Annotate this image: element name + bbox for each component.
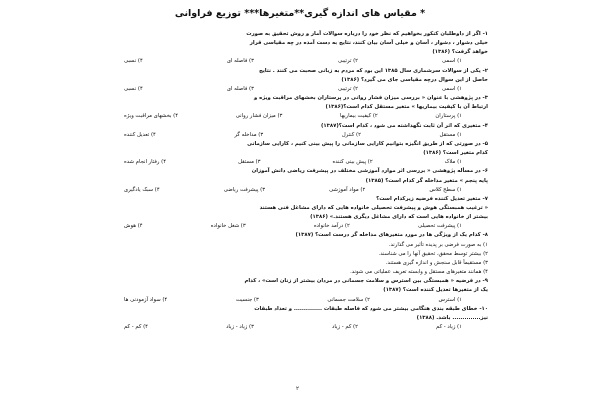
options-row xyxy=(106,296,488,305)
answer-option: ۳) مستقل xyxy=(238,159,261,166)
options-row xyxy=(106,112,488,121)
question-text: ۲- یکی از سوالات سرشماری سال ۱۳۸۵ این بود که مردم به زبانی صحبت می کنند . نتایج xyxy=(259,67,488,74)
question-text: نیز.............. باشد. (۱۳۸۸) xyxy=(416,314,488,321)
answer-option: ۲) مواد آموزشی xyxy=(329,186,366,193)
question-text: ۷- متغیر تعدیل کننده فرضیه زیرکدام است؟ xyxy=(376,195,488,202)
question-text: ۶- در مسأله پژوهشی « بررسی اثر موارد آموزشی مختلف در پیشرفت ریاضی دانش آموزان xyxy=(251,168,488,175)
question-text: خواهد گرفت؟ (۱۳۸۶) xyxy=(432,49,488,56)
answer-option: ۲) کیفیت بیماریها xyxy=(340,113,378,120)
answer-option: ۴) هوش xyxy=(124,223,143,230)
question-text: کدام متغیر است؟ (۱۳۸۶) xyxy=(423,150,488,157)
answer-option: ۲) کنترل xyxy=(341,131,361,138)
answer-option: ۴) نسبی xyxy=(124,58,143,65)
answer-option: ۱) اسمی xyxy=(442,85,462,92)
answer-option: ۱) پرستاران xyxy=(435,113,462,120)
answer-option: ۳) زیاد - زیاد xyxy=(226,324,254,330)
options-row xyxy=(106,85,488,94)
answer-option: ۴) نسبی xyxy=(124,85,143,92)
answer-option: ۲) درآمد خانواده xyxy=(313,223,350,230)
answer-option: ۱) استرس xyxy=(438,296,462,303)
answer-option: ۱) سطح کلاس xyxy=(429,186,462,193)
answer-option: ۳) فاصله ای xyxy=(226,58,254,65)
answer-option: ۱) مستقل xyxy=(439,131,462,138)
question-text: ۹- در فرضیه « همبستگی بین استرس و سلامت جسمانی در مردان بیشتر از زنان است» ، کدام xyxy=(244,278,488,285)
answer-option: ۳) شغل خانواده xyxy=(210,223,246,230)
questions-body xyxy=(106,30,488,332)
question-text: « ترغیب همبستگی هوش و پیشرفت تحصیلی خانواده هایی که دارای مشاغل فنی هستند xyxy=(259,204,488,211)
answer-option: ۳) مداخله گر xyxy=(234,131,264,138)
question-text: ۸- کدام یک از ویژگی ها در مورد متغیرهای مداخله گر درست است؟ (۱۳۸۷) xyxy=(295,232,488,239)
option-line: ۱) به صورت فرضی بر پدیده تأثیر می گذارند. xyxy=(388,241,488,248)
options-row xyxy=(106,222,488,231)
answer-option: ۳) پیشرفت ریاضی xyxy=(223,186,266,193)
question-text: یک از متغیرها تعدیل کننده است؟ (۱۳۸۷) xyxy=(383,287,488,294)
question-text: بیشتر از خانواده هایی است که دارای مشاغل دیگری هستند.» (۱۳۸۶) xyxy=(310,214,488,221)
answer-option: ۱) ملاک xyxy=(444,159,462,166)
question-text: خیلی دشوار ، دشوار ، آسان و خیلی آسان بیان کنند، نتایج به دست آمده در چه مقیاسی قرار xyxy=(249,40,488,47)
question-text: ۴- متغیری که اثر آن ثابت نگهداشته می شود ، کدام است؟(۱۳۸۷) xyxy=(320,122,488,129)
answer-option: ۳) جنسیت xyxy=(235,296,259,303)
answer-option: ۲) پیش بینی کننده xyxy=(332,159,373,166)
question-text: ۱- اگر از داوطلبان کنکور بخواهیم که نظر خود را درباره سوالات آمار و روش تحقیق به صورت xyxy=(246,31,488,37)
answer-option: ۲) ترتیبی xyxy=(337,85,359,92)
answer-option: ۴) رفتار انجام شده xyxy=(124,159,167,166)
question-text: حاصل از این سوال درچه مقیاسی جای می گیرد؟ (۱۳۸۶) xyxy=(341,76,488,83)
options-row xyxy=(106,131,488,140)
page-title: * مقیاس های اندازه گیری**متغیرها*** توزیع فراوانی xyxy=(174,8,426,19)
page-number: ۲ xyxy=(296,386,299,392)
options-row xyxy=(106,57,488,66)
answer-option: ۲) سلامت جسمانی xyxy=(327,296,370,303)
answer-option: ۲) کم - زیاد xyxy=(332,324,358,330)
answer-option: ۴) سواد آزمودنی ها xyxy=(124,296,168,303)
answer-option: ۲) ترتیبی xyxy=(337,58,359,65)
option-line: ۲) بیشتر توسط محقق، تحقیق آنها را می شناسند. xyxy=(378,250,488,257)
answer-option: ۳) فاصله ای xyxy=(226,85,254,92)
options-row xyxy=(106,158,488,167)
answer-option: ۴) سبک یادگیری xyxy=(124,186,160,193)
question-text: ارتباط آن با کیفیت بیماریها » متغیر مستقل کدام است؟(۱۳۸۶) xyxy=(325,104,488,111)
option-line: ۴) همانند متغیرهای مستقل و وابسته تعریف عملیاتی می شوند. xyxy=(350,269,488,276)
answer-option: ۴) تعدیل کننده xyxy=(124,131,156,138)
question-text: ۱۰- خطای طبقه بندی هنگامی بیشتر می شود که فاصله طبقات .............. و تعداد طبقات xyxy=(254,305,488,312)
answer-option: ۴) کم - کم xyxy=(124,324,148,330)
option-line: ۳) مستقیماً قابل سنجش و اندازه گیری هستند. xyxy=(385,259,488,266)
options-row xyxy=(106,323,488,332)
answer-option: ۱) پیشرفت تحصیلی xyxy=(417,223,462,230)
answer-option: ۱) زیاد - کم xyxy=(436,324,462,330)
options-row xyxy=(106,186,488,195)
answer-option: ۴) بخشهای مراقبت ویژه xyxy=(124,113,179,120)
question-text: ۵- در صورتی که از طریق انگیزه بتوانیم کارایی سازمانی را پیش بینی کنیم ، کارایی سازمانی xyxy=(247,140,488,147)
answer-option: ۱) اسمی xyxy=(442,58,462,65)
question-text: پایه پنجم » متغیر مداخله گر کدام است؟ (۱۳۸۵) xyxy=(365,177,488,184)
answer-option: ۳) میزان فشار روانی xyxy=(235,113,283,120)
question-text: ۳- در پژوهشی با عنوان « بررسی میزان فشار روانی در پرستاران بخشهای مراقبت ویژه و xyxy=(253,95,488,102)
